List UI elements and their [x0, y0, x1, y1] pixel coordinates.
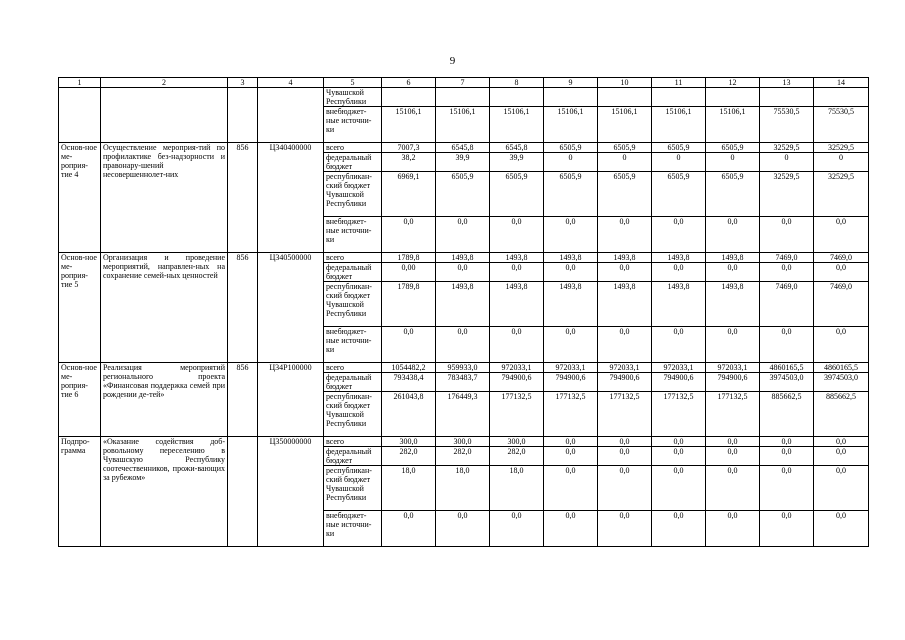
- table-row: [59, 437, 869, 447]
- amount-cell: 0,0: [544, 217, 598, 253]
- amount-cell: 0,0: [544, 327, 598, 363]
- amount-cell: 177132,5: [706, 392, 760, 437]
- amount-cell: 0,0: [598, 327, 652, 363]
- amount-cell: 0: [760, 153, 814, 172]
- amount-cell: 15106,1: [652, 107, 706, 143]
- amount-cell: 0,0: [490, 327, 544, 363]
- funding-source-cell: внебюджет-ные источни-ки: [324, 107, 382, 143]
- amount-cell: 0,0: [760, 437, 814, 447]
- amount-cell: 18,0: [436, 466, 490, 511]
- amount-cell: 6505,9: [598, 143, 652, 153]
- amount-cell: 7007,3: [382, 143, 436, 153]
- amount-cell: 0,0: [436, 263, 490, 282]
- budget-code-cell: Ц350000000: [258, 437, 324, 547]
- column-number: 13: [760, 78, 814, 88]
- amount-cell: 0,0: [706, 437, 760, 447]
- table-row: [59, 143, 869, 153]
- event-code-cell: [59, 88, 101, 143]
- amount-cell: 972033,1: [544, 363, 598, 373]
- amount-cell: 282,0: [382, 447, 436, 466]
- event-code-cell: Подпро-грамма: [59, 437, 101, 547]
- amount-cell: 0,0: [436, 217, 490, 253]
- funding-source-cell: внебюджет-ные источни-ки: [324, 327, 382, 363]
- amount-cell: 794900,6: [598, 373, 652, 392]
- amount-cell: 0,0: [652, 447, 706, 466]
- amount-cell: 0,0: [814, 437, 869, 447]
- amount-cell: 300,0: [382, 437, 436, 447]
- amount-cell: 0,0: [652, 263, 706, 282]
- amount-cell: 0,0: [598, 447, 652, 466]
- amount-cell: 0,0: [814, 447, 869, 466]
- amount-cell: 0,0: [652, 327, 706, 363]
- column-number: 8: [490, 78, 544, 88]
- amount-cell: 6505,9: [652, 143, 706, 153]
- amount-cell: 177132,5: [490, 392, 544, 437]
- amount-cell: 32529,5: [760, 143, 814, 153]
- amount-cell: 0,0: [760, 327, 814, 363]
- amount-cell: 0,0: [490, 217, 544, 253]
- amount-cell: [652, 88, 706, 107]
- amount-cell: 0,0: [814, 263, 869, 282]
- amount-cell: 0,0: [598, 466, 652, 511]
- amount-cell: 6545,8: [436, 143, 490, 153]
- amount-cell: 1789,8: [382, 282, 436, 327]
- amount-cell: 0,0: [436, 327, 490, 363]
- amount-cell: 32529,5: [760, 172, 814, 217]
- amount-cell: 39,9: [490, 153, 544, 172]
- funding-source-cell: федеральный бюджет: [324, 263, 382, 282]
- amount-cell: 4860165,5: [760, 363, 814, 373]
- amount-cell: 282,0: [490, 447, 544, 466]
- amount-cell: 0,0: [814, 466, 869, 511]
- amount-cell: 1493,8: [598, 253, 652, 263]
- amount-cell: 0,0: [706, 263, 760, 282]
- amount-cell: 75530,5: [814, 107, 869, 143]
- amount-cell: 0,0: [706, 217, 760, 253]
- column-number: 2: [101, 78, 228, 88]
- amount-cell: 0,0: [652, 217, 706, 253]
- amount-cell: 0,0: [598, 511, 652, 547]
- amount-cell: [544, 88, 598, 107]
- amount-cell: 1493,8: [652, 253, 706, 263]
- amount-cell: 15106,1: [598, 107, 652, 143]
- amount-cell: 0,0: [382, 217, 436, 253]
- amount-cell: 794900,6: [490, 373, 544, 392]
- amount-cell: 3974503,0: [814, 373, 869, 392]
- amount-cell: 3974503,0: [760, 373, 814, 392]
- amount-cell: 0,0: [760, 466, 814, 511]
- amount-cell: 1054482,2: [382, 363, 436, 373]
- amount-cell: [436, 88, 490, 107]
- amount-cell: 794900,6: [706, 373, 760, 392]
- amount-cell: 282,0: [436, 447, 490, 466]
- amount-cell: 0,0: [706, 447, 760, 466]
- amount-cell: 7469,0: [760, 282, 814, 327]
- amount-cell: 0,0: [814, 511, 869, 547]
- funding-source-cell: республикан-ский бюджет Чувашской Республики: [324, 392, 382, 437]
- amount-cell: 0,0: [490, 511, 544, 547]
- column-number: 14: [814, 78, 869, 88]
- column-number: 7: [436, 78, 490, 88]
- amount-cell: [490, 88, 544, 107]
- budget-code-cell: [258, 88, 324, 143]
- budget-code-cell: Ц340500000: [258, 253, 324, 363]
- amount-cell: 0,0: [544, 437, 598, 447]
- amount-cell: 783483,7: [436, 373, 490, 392]
- event-name-cell: «Оказание содействия доб-ровольному переселению в Чувашскую Республику соотечественников, прожи-вающих за рубежом»: [101, 437, 228, 547]
- budget-table: [58, 77, 869, 547]
- amount-cell: [706, 88, 760, 107]
- page-number: 9: [449, 55, 456, 67]
- ministry-code-cell: [228, 88, 258, 143]
- amount-cell: 6505,9: [544, 172, 598, 217]
- amount-cell: 0: [544, 153, 598, 172]
- amount-cell: 6505,9: [544, 143, 598, 153]
- amount-cell: 1493,8: [436, 253, 490, 263]
- amount-cell: [760, 88, 814, 107]
- amount-cell: 0,0: [760, 263, 814, 282]
- amount-cell: 177132,5: [544, 392, 598, 437]
- column-number: 1: [59, 78, 101, 88]
- amount-cell: 972033,1: [706, 363, 760, 373]
- amount-cell: 177132,5: [652, 392, 706, 437]
- amount-cell: 0,0: [706, 511, 760, 547]
- funding-source-cell: республикан-ский бюджет Чувашской Республики: [324, 466, 382, 511]
- amount-cell: 32529,5: [814, 172, 869, 217]
- amount-cell: 6505,9: [652, 172, 706, 217]
- funding-source-cell: федеральный бюджет: [324, 153, 382, 172]
- amount-cell: 75530,5: [760, 107, 814, 143]
- amount-cell: 1493,8: [706, 282, 760, 327]
- column-number: 10: [598, 78, 652, 88]
- funding-source-cell: всего: [324, 253, 382, 263]
- amount-cell: 0,0: [814, 327, 869, 363]
- amount-cell: 6505,9: [490, 172, 544, 217]
- amount-cell: 38,2: [382, 153, 436, 172]
- table-row: [59, 88, 869, 107]
- amount-cell: 176449,3: [436, 392, 490, 437]
- amount-cell: 0: [652, 153, 706, 172]
- column-number: 4: [258, 78, 324, 88]
- amount-cell: 7469,0: [814, 253, 869, 263]
- event-name-cell: [101, 88, 228, 143]
- amount-cell: 261043,8: [382, 392, 436, 437]
- table-row: [59, 253, 869, 263]
- event-code-cell: Основ-ное ме-роприя-тие 5: [59, 253, 101, 363]
- amount-cell: 0,0: [490, 263, 544, 282]
- amount-cell: 972033,1: [490, 363, 544, 373]
- event-code-cell: Основ-ное ме-роприя-тие 6: [59, 363, 101, 437]
- amount-cell: 959933,0: [436, 363, 490, 373]
- amount-cell: 18,0: [490, 466, 544, 511]
- ministry-code-cell: 856: [228, 363, 258, 437]
- amount-cell: 1493,8: [544, 282, 598, 327]
- event-name-cell: Организация и проведение мероприятий, направлен-ных на сохранение семей-ных ценностей: [101, 253, 228, 363]
- amount-cell: 0,0: [598, 437, 652, 447]
- ministry-code-cell: 856: [228, 143, 258, 253]
- table-body: [59, 78, 869, 547]
- amount-cell: 18,0: [382, 466, 436, 511]
- amount-cell: 15106,1: [490, 107, 544, 143]
- amount-cell: 15106,1: [544, 107, 598, 143]
- amount-cell: 1493,8: [436, 282, 490, 327]
- amount-cell: 0: [706, 153, 760, 172]
- amount-cell: 1493,8: [598, 282, 652, 327]
- amount-cell: 15106,1: [436, 107, 490, 143]
- amount-cell: 0,0: [652, 466, 706, 511]
- amount-cell: 7469,0: [760, 253, 814, 263]
- amount-cell: 972033,1: [652, 363, 706, 373]
- ministry-code-cell: [228, 437, 258, 547]
- column-number: 12: [706, 78, 760, 88]
- event-name-cell: Реализация мероприятий регионального проекта «Финансовая поддержка семей при рождении де-тей»: [101, 363, 228, 437]
- amount-cell: 0,0: [760, 447, 814, 466]
- amount-cell: 0,0: [598, 217, 652, 253]
- amount-cell: 300,0: [436, 437, 490, 447]
- funding-source-cell: Чувашской Республики: [324, 88, 382, 107]
- amount-cell: 794900,6: [652, 373, 706, 392]
- amount-cell: 0,0: [598, 263, 652, 282]
- funding-source-cell: федеральный бюджет: [324, 373, 382, 392]
- event-name-cell: Осуществление мероприя-тий по профилактике без-надзорности и правонару-шений несовершеннолет-них: [101, 143, 228, 253]
- amount-cell: 7469,0: [814, 282, 869, 327]
- amount-cell: 794900,6: [544, 373, 598, 392]
- amount-cell: 1493,8: [544, 253, 598, 263]
- amount-cell: 6505,9: [706, 172, 760, 217]
- amount-cell: 1493,8: [706, 253, 760, 263]
- column-number: 5: [324, 78, 382, 88]
- amount-cell: 1493,8: [652, 282, 706, 327]
- funding-source-cell: всего: [324, 363, 382, 373]
- amount-cell: 0,0: [706, 466, 760, 511]
- amount-cell: 793438,4: [382, 373, 436, 392]
- amount-cell: 1789,8: [382, 253, 436, 263]
- funding-source-cell: внебюджет-ные источни-ки: [324, 511, 382, 547]
- amount-cell: 0,0: [382, 327, 436, 363]
- funding-source-cell: республикан-ский бюджет Чувашской Республики: [324, 172, 382, 217]
- amount-cell: 15106,1: [382, 107, 436, 143]
- amount-cell: 6969,1: [382, 172, 436, 217]
- table-row: [59, 363, 869, 373]
- amount-cell: 0,00: [382, 263, 436, 282]
- amount-cell: 300,0: [490, 437, 544, 447]
- amount-cell: 885662,5: [760, 392, 814, 437]
- amount-cell: 0,0: [760, 511, 814, 547]
- amount-cell: 177132,5: [598, 392, 652, 437]
- ministry-code-cell: 856: [228, 253, 258, 363]
- amount-cell: 1493,8: [490, 282, 544, 327]
- amount-cell: 6545,8: [490, 143, 544, 153]
- amount-cell: 0: [598, 153, 652, 172]
- column-number: 11: [652, 78, 706, 88]
- column-number-row: [59, 78, 869, 88]
- amount-cell: [382, 88, 436, 107]
- funding-source-cell: федеральный бюджет: [324, 447, 382, 466]
- column-number: 9: [544, 78, 598, 88]
- amount-cell: [814, 88, 869, 107]
- amount-cell: 885662,5: [814, 392, 869, 437]
- budget-code-cell: Ц340400000: [258, 143, 324, 253]
- amount-cell: 0,0: [436, 511, 490, 547]
- amount-cell: 6505,9: [436, 172, 490, 217]
- funding-source-cell: всего: [324, 143, 382, 153]
- amount-cell: 6505,9: [598, 172, 652, 217]
- amount-cell: 0,0: [652, 437, 706, 447]
- amount-cell: 15106,1: [706, 107, 760, 143]
- amount-cell: 0,0: [382, 511, 436, 547]
- amount-cell: 0,0: [760, 217, 814, 253]
- event-code-cell: Основ-ное ме-роприя-тие 4: [59, 143, 101, 253]
- amount-cell: 0,0: [706, 327, 760, 363]
- column-number: 3: [228, 78, 258, 88]
- funding-source-cell: внебюджет-ные источни-ки: [324, 217, 382, 253]
- amount-cell: 1493,8: [490, 253, 544, 263]
- amount-cell: 32529,5: [814, 143, 869, 153]
- amount-cell: 0,0: [544, 447, 598, 466]
- amount-cell: 0,0: [544, 511, 598, 547]
- amount-cell: 4860165,5: [814, 363, 869, 373]
- funding-source-cell: республикан-ский бюджет Чувашской Республики: [324, 282, 382, 327]
- amount-cell: 0: [814, 153, 869, 172]
- amount-cell: 0,0: [544, 263, 598, 282]
- amount-cell: 39,9: [436, 153, 490, 172]
- amount-cell: [598, 88, 652, 107]
- amount-cell: 0,0: [814, 217, 869, 253]
- amount-cell: 0,0: [544, 466, 598, 511]
- column-number: 6: [382, 78, 436, 88]
- budget-code-cell: Ц34Р100000: [258, 363, 324, 437]
- amount-cell: 6505,9: [706, 143, 760, 153]
- amount-cell: 972033,1: [598, 363, 652, 373]
- funding-source-cell: всего: [324, 437, 382, 447]
- amount-cell: 0,0: [652, 511, 706, 547]
